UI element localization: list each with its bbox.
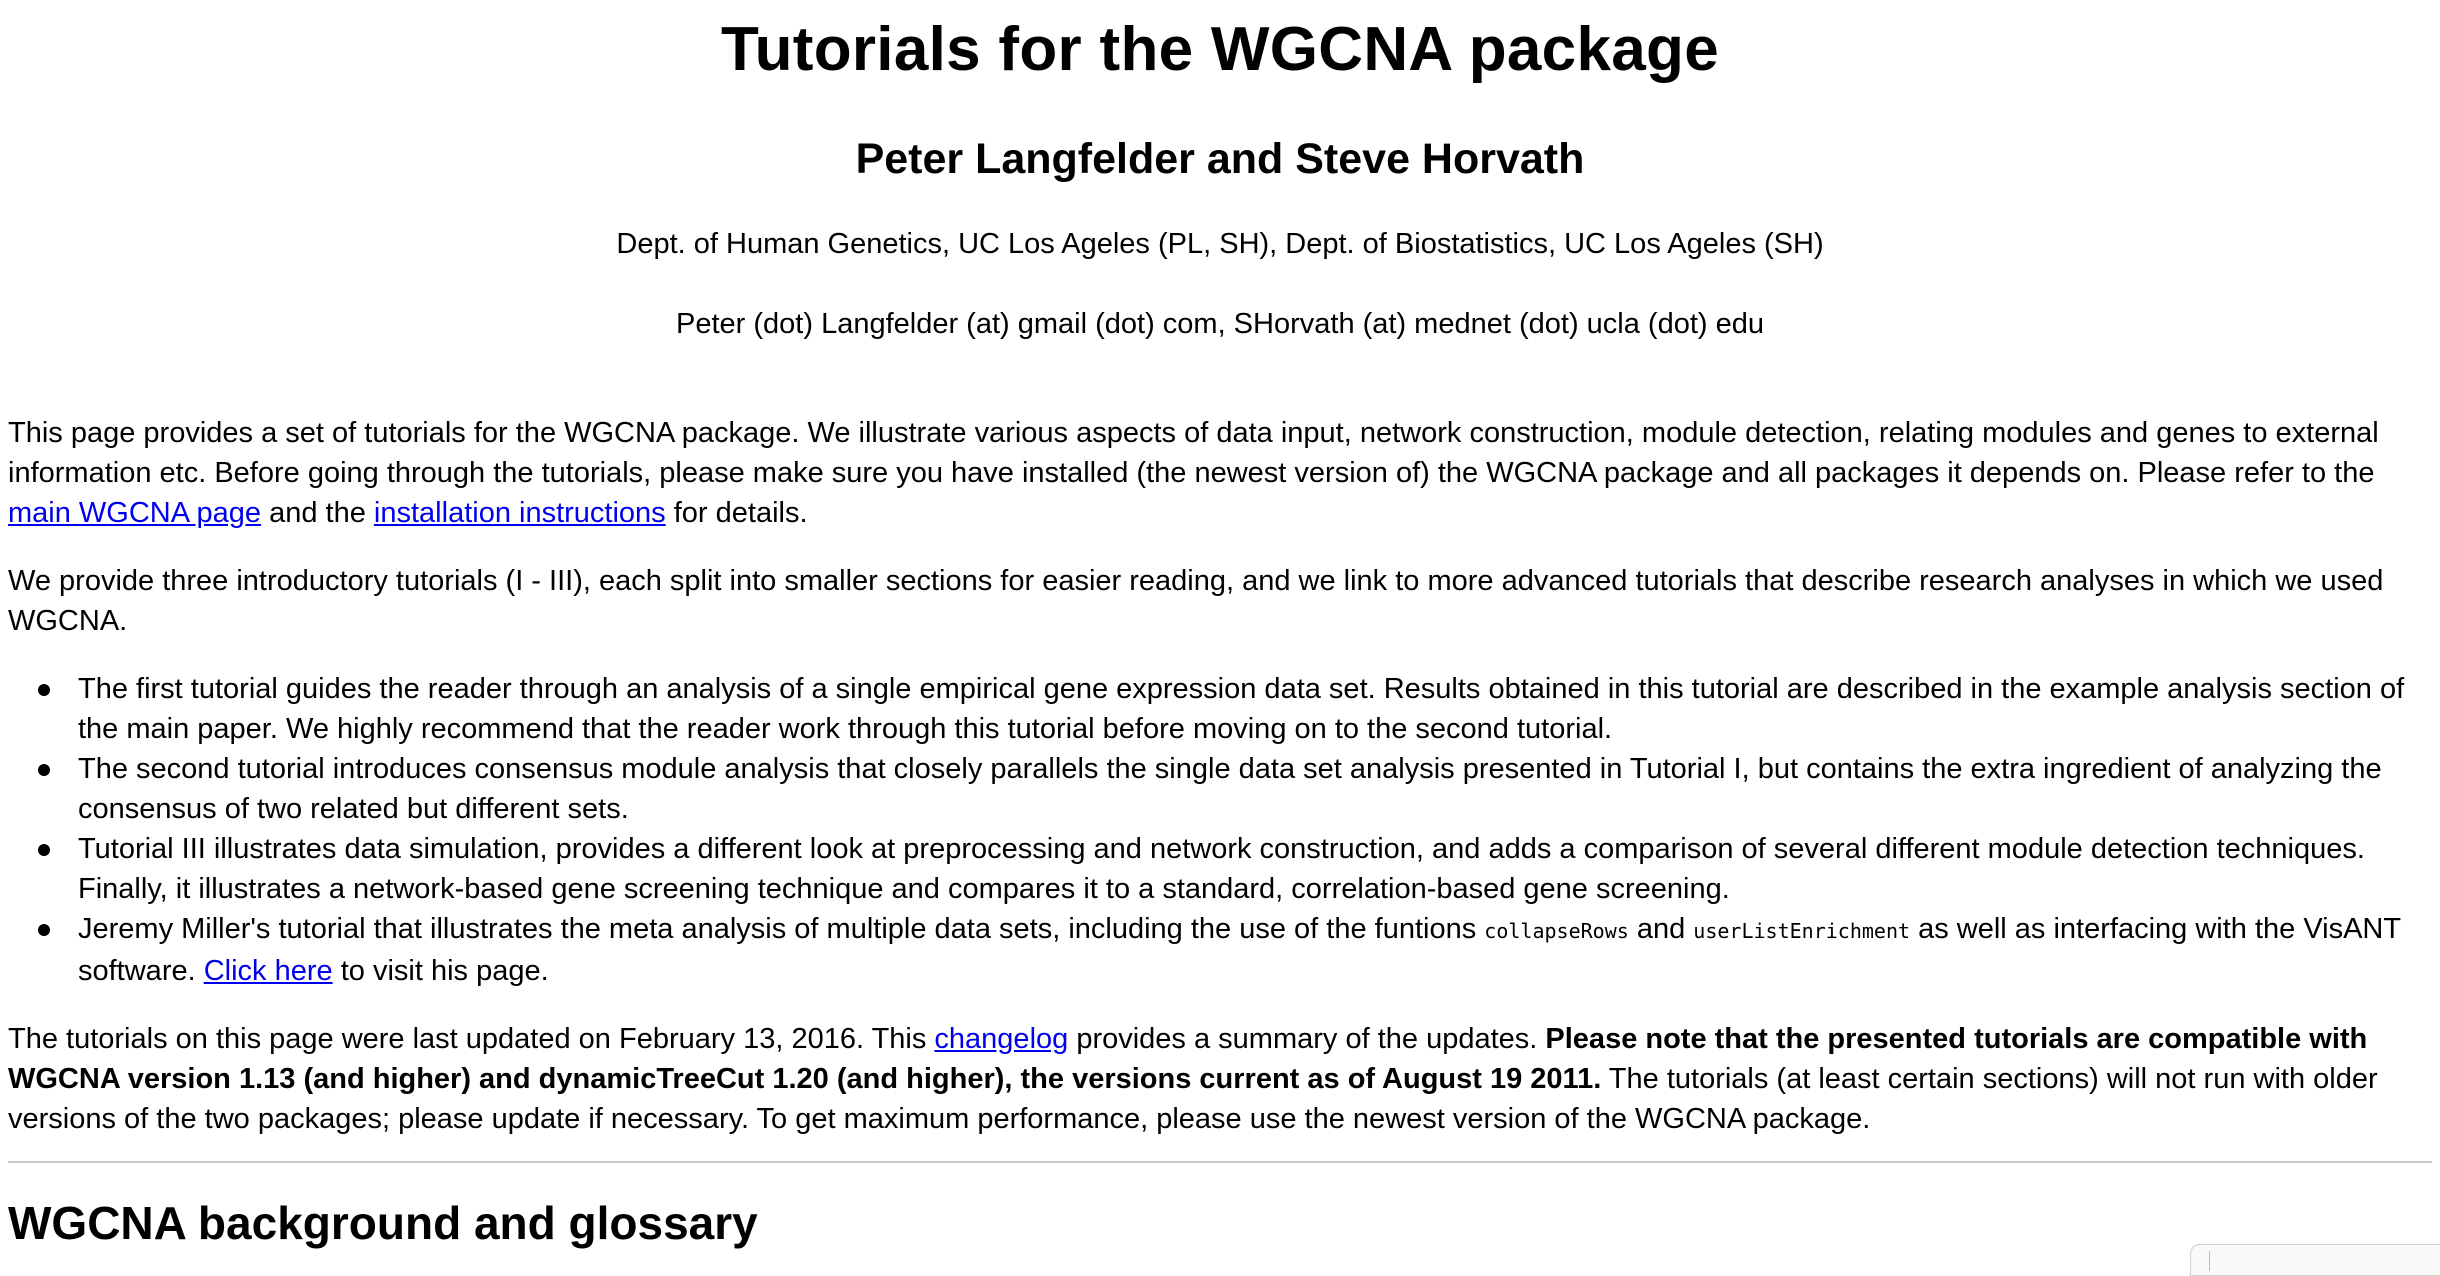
tutorial-list [8,669,2432,991]
widget-separator [2209,1251,2210,1271]
list-item-tutorial-3 [78,829,2432,909]
installation-instructions-link[interactable]: installation instructions [373,497,666,529]
code-userlistenrichment: userListEnrichment [1693,919,1911,943]
miller-text-b: and [1628,913,1694,945]
intro-text-1: This page provides a set of tutorials for the WGCNA package. We illustrate various aspects of data input, network construction, module detection, relating modules and genes to external information etc. Before going through the tutorials, please make sure you have installed (the newest version of) the WGCNA package and all packages it depends on. Please refer to the [8,417,2379,489]
overview-paragraph: We provide three introductory tutorials (I - III), each split into smaller sections for easier reading, and we link to more advanced tutorials that describe research analyses in which we used WGCNA. [8,565,2384,637]
compatibility-note: Please note that the presented tutorials are compatible with WGCNA version 1.13 (and higher) and dynamicTreeCut 1.20 (and higher), the versions current as of August 19 2011. [8,1023,2368,1095]
click-here-link[interactable]: Click here [203,955,333,987]
list-item-tutorial-1 [78,669,2432,749]
changelog-link[interactable]: changelog [934,1023,1069,1055]
list-item-miller-tutorial [78,909,2432,991]
intro-text-3: for details. [665,497,808,529]
section-divider [8,1161,2432,1163]
tutorial-1-text: The first tutorial guides the reader through an analysis of a single empirical gene expression data set. Results obtained in this tutorial are described in the example analysis section of the main paper. We highly recommend that the reader work through this tutorial before moving on to the second tutorial. [78,673,2405,745]
tutorial-2-text: The second tutorial introduces consensus module analysis that closely parallels the single data set analysis presented in Tutorial I, but contains the extra ingredient of analyzing the consensus of two related but different sets. [78,753,2382,825]
miller-text-a: Jeremy Miller's tutorial that illustrates the meta analysis of multiple data sets, including the use of the funtions [78,913,1485,945]
corner-widget[interactable] [2190,1244,2440,1276]
code-collapserows: collapseRows [1484,919,1629,943]
page-title: Tutorials for the WGCNA package [721,15,1719,84]
miller-text-d: to visit his page. [332,955,549,987]
bullet-icon [38,844,50,856]
tutorial-3-text: Tutorial III illustrates data simulation, provides a different look at preprocessing and network construction, and adds a comparison of several different module detection techniques. Finally, it illustrates a network-based gene screening technique and compares it to a standard, correlation-based gene screening. [78,833,2365,905]
authors-heading: Peter Langfelder and Steve Horvath [855,135,1585,183]
bullet-icon [38,924,50,936]
update-text-1: The tutorials on this page were last updated on February 13, 2016. This [8,1023,935,1055]
update-text-2: provides a summary of the updates. [1068,1023,1546,1055]
contact-emails: Peter (dot) Langfelder (at) gmail (dot) com, SHorvath (at) mednet (dot) ucla (dot) edu [676,308,1764,340]
section-heading: WGCNA background and glossary [8,1197,758,1249]
affiliation-text: Dept. of Human Genetics, UC Los Ageles (PL, SH), Dept. of Biostatistics, UC Los Ageles (SH) [616,228,1824,260]
miller-text-c: as well as interfacing with the VisANT software. [78,913,2401,987]
bullet-icon [38,764,50,776]
intro-paragraph [8,413,2432,533]
update-text-3: The tutorials (at least certain sections) will not run with older versions of the two packages; please update if necessary. To get maximum performance, please use the newest version of the WGCNA package. [8,1063,2378,1135]
bullet-icon [38,684,50,696]
main-wgcna-page-link[interactable]: main WGCNA page [8,497,262,529]
update-paragraph [8,1019,2432,1139]
intro-text-2: and the [261,497,374,529]
list-item-tutorial-2 [78,749,2432,829]
